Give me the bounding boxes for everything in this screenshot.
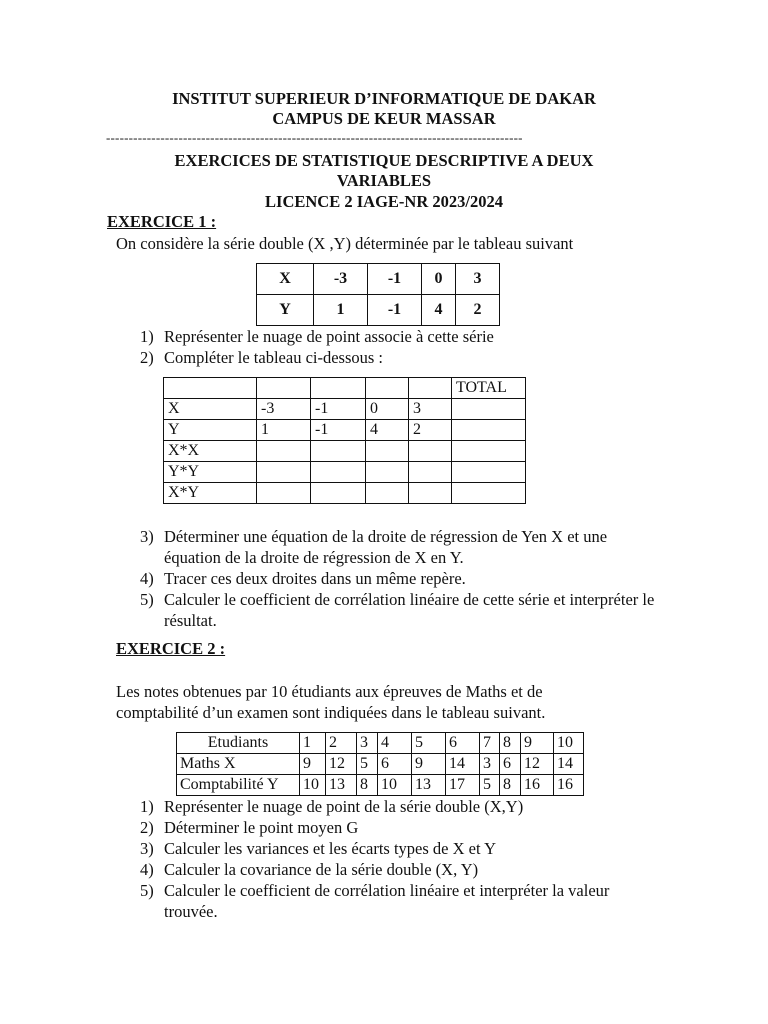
- table-cell: Comptabilité Y: [177, 775, 300, 796]
- table-cell: 12: [326, 754, 357, 775]
- exercise1-fill-table: [163, 377, 526, 504]
- list-item: [140, 880, 660, 922]
- table-cell: 14: [554, 754, 584, 775]
- exercise2-heading: EXERCICE 2 :: [116, 639, 226, 658]
- table-cell: 3: [409, 399, 452, 420]
- list-item: [140, 568, 660, 589]
- table-row: [177, 733, 584, 754]
- table-cell: [452, 483, 526, 504]
- table-cell: 2: [326, 733, 357, 754]
- table-cell: 12: [521, 754, 554, 775]
- table-row: [164, 483, 526, 504]
- table-row: [164, 378, 526, 399]
- table-cell: 6: [500, 754, 521, 775]
- table-cell: 5: [412, 733, 446, 754]
- list-item: [140, 838, 660, 859]
- exercise1-data-table: [256, 263, 500, 326]
- question-text: Déterminer le point moyen G: [164, 818, 359, 837]
- table-cell: 3: [456, 264, 500, 295]
- table-cell: 10: [300, 775, 326, 796]
- question-text: Compléter le tableau ci-dessous :: [164, 348, 384, 367]
- question-text: Tracer ces deux droites dans un même repère.: [164, 569, 466, 588]
- table-cell: Y*Y: [164, 462, 257, 483]
- question-number: 4): [140, 860, 154, 879]
- table-cell: -1: [311, 399, 366, 420]
- table-cell: [452, 462, 526, 483]
- campus-name: CAMPUS DE KEUR MASSAR: [272, 109, 496, 128]
- table-cell: [409, 378, 452, 399]
- question-number: 2): [140, 818, 154, 837]
- separator-line: --------------------------------------------------------------------------------------------: [106, 131, 523, 145]
- table-cell: 8: [500, 733, 521, 754]
- table-cell: 13: [412, 775, 446, 796]
- list-item: [140, 589, 660, 631]
- question-number: 2): [140, 348, 154, 367]
- question-number: 1): [140, 327, 154, 346]
- table-cell: 0: [366, 399, 409, 420]
- table-cell: 16: [521, 775, 554, 796]
- table-cell: [409, 462, 452, 483]
- exercise1-questions-part2: [140, 526, 660, 631]
- table-cell: 10: [378, 775, 412, 796]
- table-cell: 3: [480, 754, 500, 775]
- table-cell: 4: [366, 420, 409, 441]
- question-text: Représenter le nuage de point associe à cette série: [164, 327, 494, 346]
- table-cell: [452, 441, 526, 462]
- table-cell: -1: [311, 420, 366, 441]
- table-cell: 4: [378, 733, 412, 754]
- table-cell: [452, 399, 526, 420]
- question-number: 4): [140, 569, 154, 588]
- question-number: 5): [140, 590, 154, 609]
- table-cell: 8: [500, 775, 521, 796]
- table-cell: [366, 462, 409, 483]
- table-row: [164, 441, 526, 462]
- exercise2-grades-table: [176, 732, 584, 796]
- table-cell: 1: [314, 295, 368, 326]
- table-cell: [366, 483, 409, 504]
- table-cell: Maths X: [177, 754, 300, 775]
- table-cell: 14: [446, 754, 480, 775]
- list-item: [140, 796, 660, 817]
- table-cell: 1: [257, 420, 311, 441]
- table-row: [257, 264, 500, 295]
- question-number: 3): [140, 527, 154, 546]
- question-text: Déterminer une équation de la droite de régression de Yen X et une équation de la droite de régression de X en Y.: [164, 527, 608, 567]
- table-cell: 6: [378, 754, 412, 775]
- table-cell: [257, 483, 311, 504]
- table-cell: 0: [422, 264, 456, 295]
- question-number: 5): [140, 881, 154, 900]
- table-cell: -3: [257, 399, 311, 420]
- table-cell: [311, 483, 366, 504]
- table-cell: 4: [422, 295, 456, 326]
- table-cell: [311, 462, 366, 483]
- question-number: 1): [140, 797, 154, 816]
- document-title-line1: EXERCICES DE STATISTIQUE DESCRIPTIVE A DEUX: [174, 151, 594, 170]
- table-cell: [409, 483, 452, 504]
- table-row: [177, 754, 584, 775]
- question-text: Calculer les variances et les écarts types de X et Y: [164, 839, 496, 858]
- table-cell: Y: [257, 295, 314, 326]
- table-cell: X*X: [164, 441, 257, 462]
- table-cell: 2: [456, 295, 500, 326]
- table-cell: 9: [412, 754, 446, 775]
- list-item: [140, 526, 660, 568]
- table-cell: [257, 441, 311, 462]
- exercise1-questions-part1: [140, 326, 740, 368]
- exercise2-intro: Les notes obtenues par 10 étudiants aux épreuves de Maths et de comptabilité d’un examen sont indiquées dans le tableau suivant.: [116, 682, 546, 722]
- table-cell: [366, 378, 409, 399]
- table-row: [257, 295, 500, 326]
- table-cell: 5: [480, 775, 500, 796]
- table-cell: 5: [357, 754, 378, 775]
- table-cell: -1: [368, 295, 422, 326]
- table-row: [177, 775, 584, 796]
- list-item: [140, 326, 740, 347]
- table-row: [164, 399, 526, 420]
- table-cell: -1: [368, 264, 422, 295]
- question-text: Calculer la covariance de la série double (X, Y): [164, 860, 479, 879]
- table-cell: Y: [164, 420, 257, 441]
- table-cell: [257, 378, 311, 399]
- table-row: [164, 462, 526, 483]
- table-cell: 2: [409, 420, 452, 441]
- question-text: Représenter le nuage de point de la série double (X,Y): [164, 797, 524, 816]
- document-title-line2: VARIABLES: [336, 171, 432, 190]
- licence-line: LICENCE 2 IAGE-NR 2023/2024: [265, 192, 503, 211]
- table-cell: [257, 462, 311, 483]
- table-cell: -3: [314, 264, 368, 295]
- question-text: Calculer le coefficient de corrélation linéaire et interpréter la valeur trouvée.: [164, 881, 610, 921]
- table-cell: X*Y: [164, 483, 257, 504]
- table-cell: 1: [300, 733, 326, 754]
- table-cell: X: [164, 399, 257, 420]
- list-item: [140, 859, 660, 880]
- table-cell: 6: [446, 733, 480, 754]
- list-item: [140, 347, 740, 368]
- question-number: 3): [140, 839, 154, 858]
- table-cell: X: [257, 264, 314, 295]
- table-cell: [366, 441, 409, 462]
- table-cell: [311, 441, 366, 462]
- question-text: Calculer le coefficient de corrélation linéaire de cette série et interpréter le résultat.: [164, 590, 655, 630]
- institute-name: INSTITUT SUPERIEUR D’INFORMATIQUE DE DAKAR: [172, 89, 596, 108]
- table-cell: 7: [480, 733, 500, 754]
- table-row: [164, 420, 526, 441]
- table-cell: 9: [300, 754, 326, 775]
- table-cell: [452, 420, 526, 441]
- exercise2-questions: [140, 796, 660, 922]
- table-cell: 13: [326, 775, 357, 796]
- table-cell: 9: [521, 733, 554, 754]
- list-item: [140, 817, 660, 838]
- total-header-cell: TOTAL: [452, 378, 526, 399]
- table-cell: 16: [554, 775, 584, 796]
- table-cell: Etudiants: [177, 733, 300, 754]
- table-cell: 10: [554, 733, 584, 754]
- exercise1-heading: EXERCICE 1 :: [107, 212, 217, 231]
- table-cell: [311, 378, 366, 399]
- exercise1-intro: On considère la série double (X ,Y) déterminée par le tableau suivant: [116, 234, 574, 253]
- table-cell: 3: [357, 733, 378, 754]
- table-cell: [409, 441, 452, 462]
- table-cell: 8: [357, 775, 378, 796]
- table-cell: 17: [446, 775, 480, 796]
- table-cell: [164, 378, 257, 399]
